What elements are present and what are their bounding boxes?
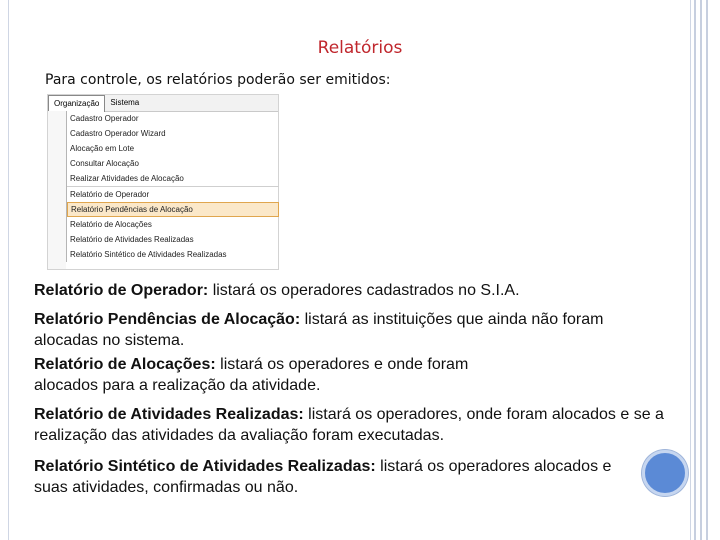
menu-item-cadastro-operador[interactable]: Cadastro Operador xyxy=(70,114,139,123)
decorative-circle xyxy=(642,450,688,496)
dropdown-menu xyxy=(66,111,279,262)
report-operador xyxy=(34,280,520,301)
menu-item-relatorio-alocacoes[interactable]: Relatório de Alocações xyxy=(70,220,152,229)
menu-icon-strip xyxy=(48,111,66,269)
menu-item-cadastro-operador-wizard[interactable]: Cadastro Operador Wizard xyxy=(70,129,166,138)
report-label: Relatório Pendências de Alocação: xyxy=(34,311,301,328)
report-label: Relatório de Atividades Realizadas: xyxy=(34,406,304,423)
slide-title: Relatórios xyxy=(317,38,403,58)
report-label: Relatório de Alocações: xyxy=(34,356,216,373)
report-sintetico xyxy=(34,456,614,498)
slide-subtitle: Para controle, os relatórios poderão ser emitidos: xyxy=(45,72,391,88)
report-pendencias xyxy=(34,309,664,351)
menu-screenshot xyxy=(47,94,279,270)
decorative-line xyxy=(694,0,696,540)
menu-item-consultar-alocacao[interactable]: Consultar Alocação xyxy=(70,159,139,168)
decorative-line xyxy=(700,0,702,540)
report-alocacoes xyxy=(34,354,534,396)
report-text: listará os operadores, onde foram alocados e se a realização das atividades da avaliação foram executadas. xyxy=(34,406,664,444)
report-text: listará os operadores alocados e suas atividades, confirmadas ou não. xyxy=(34,458,612,496)
menu-item-relatorio-atividades[interactable]: Relatório de Atividades Realizadas xyxy=(70,235,194,244)
report-text: listará os operadores cadastrados no S.I.A. xyxy=(208,282,520,299)
menu-item-relatorio-pendencias[interactable]: Relatório Pendências de Alocação xyxy=(67,202,279,217)
menu-organizacao[interactable]: Organização xyxy=(48,95,105,112)
menu-item-relatorio-operador[interactable]: Relatório de Operador xyxy=(70,190,150,199)
report-text: listará os operadores e onde foram alocados para a realização da atividade. xyxy=(34,356,469,394)
menu-item-alocacao-em-lote[interactable]: Alocação em Lote xyxy=(70,144,135,153)
report-atividades xyxy=(34,404,664,446)
report-text: listará as instituições que ainda não foram alocadas no sistema. xyxy=(34,311,604,349)
decorative-line xyxy=(706,0,708,540)
report-label: Relatório de Operador: xyxy=(34,282,209,299)
menu-item-realizar-atividades[interactable]: Realizar Atividades de Alocação xyxy=(67,171,279,187)
menu-item-relatorio-sintetico[interactable]: Relatório Sintético de Atividades Realizadas xyxy=(70,250,227,259)
menu-sistema[interactable]: Sistema xyxy=(110,98,140,107)
report-label: Relatório Sintético de Atividades Realizadas: xyxy=(34,458,376,475)
menu-bar xyxy=(48,95,278,112)
